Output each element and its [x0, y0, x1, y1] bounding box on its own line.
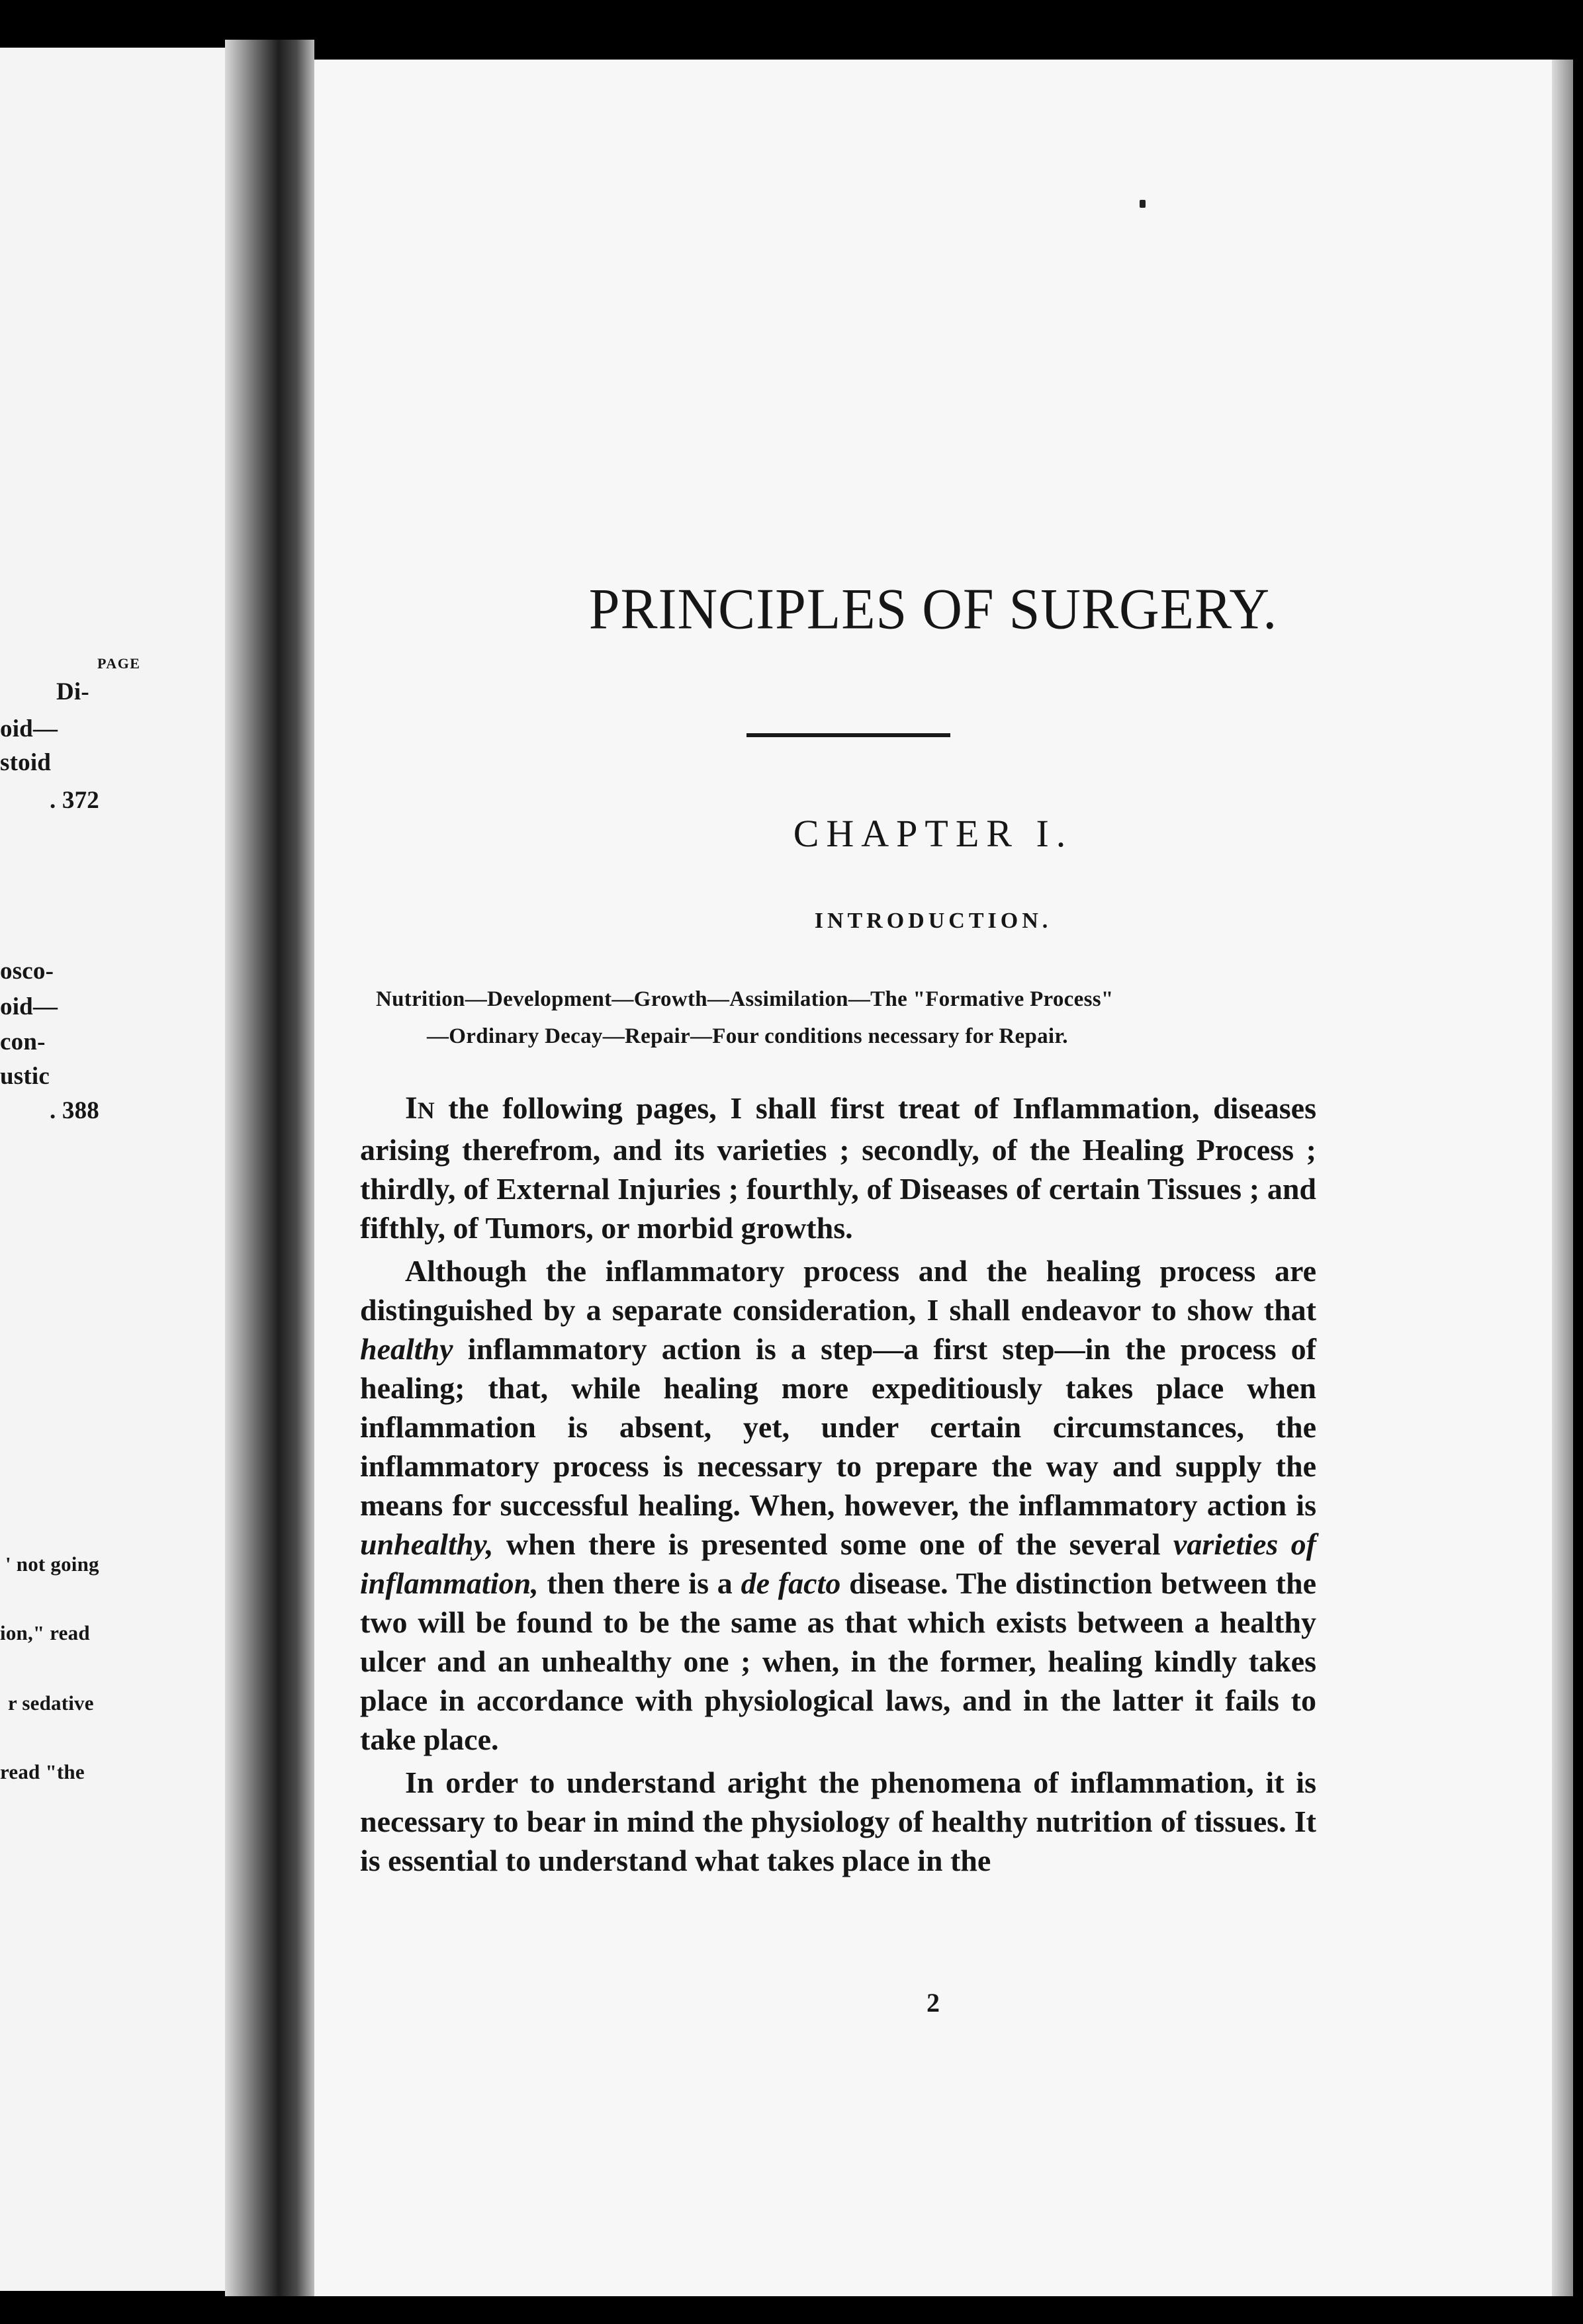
emphasis: de facto	[741, 1566, 841, 1600]
body-text	[360, 1089, 1316, 1880]
drop-initial: I	[405, 1091, 418, 1126]
paragraph	[360, 1089, 1316, 1247]
book-gutter-shadow	[225, 40, 314, 2296]
errata-line: read "the	[0, 1760, 85, 1783]
chapter-summary-line: Nutrition—Development—Growth—Assimilation—The "Formative Process"	[376, 987, 1114, 1011]
paragraph	[360, 1763, 1316, 1880]
title-rule	[746, 733, 950, 737]
facing-page-fragment	[0, 48, 225, 2291]
ink-speck	[1140, 200, 1146, 208]
toc-line: stoid	[0, 749, 52, 776]
emphasis: healthy	[360, 1332, 453, 1366]
emphasis: varieties of inflammation,	[360, 1527, 1316, 1600]
paragraph-text: Although the inflammatory process and the healing process are distinguished by a separate consideration, I shall endeavor to show that	[360, 1254, 1316, 1327]
toc-page-number: . 388	[50, 1097, 99, 1124]
chapter-summary-line: —Ordinary Decay—Repair—Four conditions necessary for Repair.	[427, 1024, 1068, 1048]
chapter-heading: CHAPTER I.	[793, 812, 1073, 855]
small-caps: N	[417, 1097, 435, 1124]
paragraph-text: when there is presented some one of the several	[493, 1527, 1173, 1561]
section-title: INTRODUCTION.	[814, 909, 1052, 933]
paragraph-text: the following pages, I shall first treat of Inflammation, diseases arising therefrom, and its varieties ; secondly, of the Healing Process ; thirdly, of External Injuries ; fourthly, of Diseases of certain Tissues ; and fifthly, of Tumors, or morbid growths.	[360, 1091, 1316, 1245]
toc-line: Di-	[56, 678, 89, 705]
paragraph-text: then there is a	[538, 1566, 741, 1600]
toc-page-label: PAGE	[97, 655, 141, 672]
errata-line: ion," read	[0, 1621, 90, 1644]
page-number: 2	[927, 1988, 940, 2018]
emphasis: unhealthy,	[360, 1527, 494, 1561]
errata-line: r sedative	[8, 1691, 94, 1715]
paragraph-text: inflammatory action is a step—a first step—in the process of healing; that, while healing more expeditiously takes place when inflammation is absent, yet, under certain circumstances, the inflammatory process is necessary to prepare the way and supply the means for successful healing. When, however, the inflammatory action is	[360, 1332, 1316, 1522]
toc-line: oid—	[0, 715, 58, 742]
toc-page-number: . 372	[50, 787, 99, 814]
toc-line: osco-	[0, 958, 54, 985]
toc-line: con-	[0, 1028, 46, 1055]
errata-line: ' not going	[5, 1552, 99, 1576]
paragraph-text: In order to understand aright the phenomena of inflammation, it is necessary to bear in mind the physiology of healthy nutrition of tissues. It is essential to understand what takes place in the	[360, 1765, 1316, 1877]
page-edge-shadow	[1552, 60, 1573, 2296]
book-title: PRINCIPLES OF SURGERY.	[588, 576, 1278, 642]
paragraph	[360, 1251, 1316, 1759]
paragraph-text: disease. The distinction between the two will be found to be the same as that which exists between a healthy ulcer and an unhealthy one ; when, in the former, healing kindly takes place in accordance with physiological laws, and in the latter it fails to take place.	[360, 1566, 1317, 1756]
toc-line: oid—	[0, 993, 58, 1020]
toc-line: ustic	[0, 1063, 50, 1090]
